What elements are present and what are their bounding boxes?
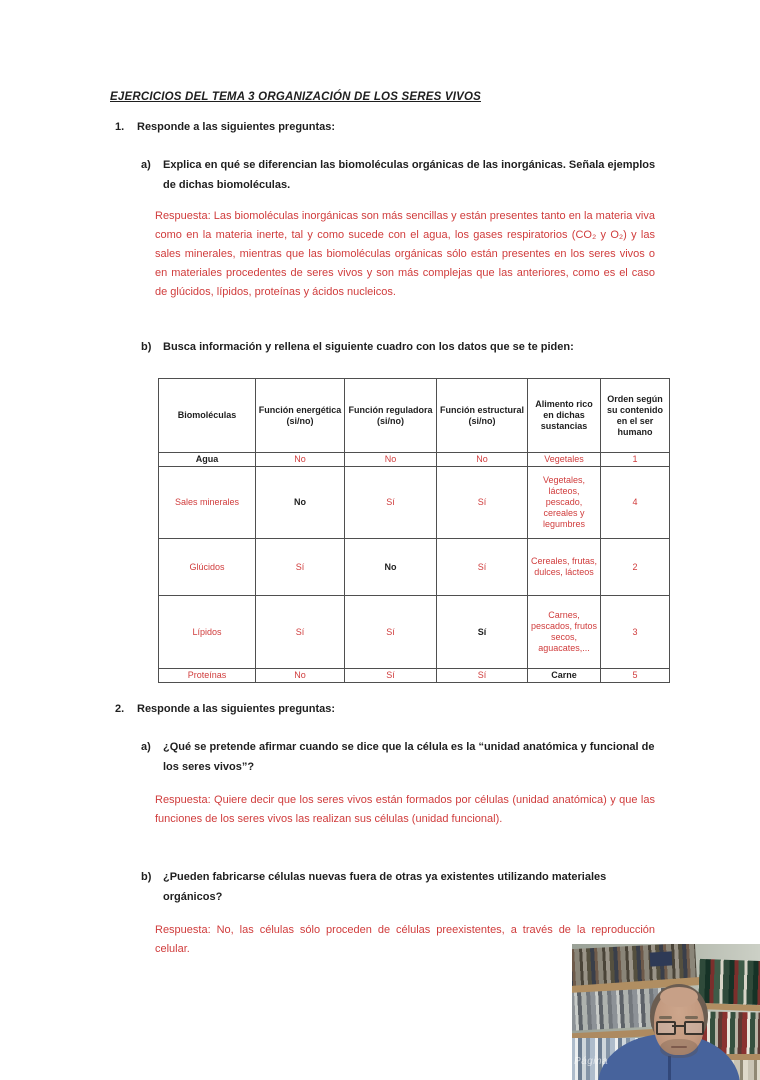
question-1b	[141, 337, 659, 357]
eyebrow	[659, 1016, 672, 1019]
cell-energetica: Sí	[256, 539, 345, 596]
table-row	[159, 596, 670, 669]
cell-estructural: Sí	[437, 539, 528, 596]
cell-reguladora: No	[345, 539, 437, 596]
bookshelf-item	[650, 951, 673, 966]
bookshelf-books	[698, 959, 760, 1005]
header-orden: Orden según su contenido en el ser humano	[601, 379, 670, 453]
cell-orden: 2	[601, 539, 670, 596]
cell-orden: 4	[601, 467, 670, 539]
glasses-lens	[656, 1021, 676, 1035]
cell-energetica: No	[256, 453, 345, 467]
header-biomoleculas: Biomoléculas	[159, 379, 256, 453]
header-alimento: Alimento rico en dichas sustancias	[528, 379, 601, 453]
question-1b-text: Busca información y rellena el siguiente cuadro con los datos que se te piden:	[163, 341, 574, 353]
question-2b-label: b)	[141, 871, 152, 883]
header-funcion-estructural: Función estructural (si/no)	[437, 379, 528, 453]
answer-2b: Respuesta: No, las células sólo proceden de células preexistentes, a través de la reproducción celular.	[155, 924, 655, 955]
cell-reguladora: No	[345, 453, 437, 467]
cell-name: Sales minerales	[159, 467, 256, 539]
table-row	[159, 467, 670, 539]
cell-name: Lípidos	[159, 596, 256, 669]
webcam-overlay[interactable]	[572, 944, 760, 1080]
question-1-number: 1.	[115, 121, 125, 133]
answer-2a: Respuesta: Quiere decir que los seres vivos están formados por células (unidad anatómica) y que las funciones de los seres vivos las realizan sus células (unidad funcional).	[155, 794, 655, 825]
question-2b	[141, 867, 659, 907]
cell-estructural: Sí	[437, 669, 528, 683]
cell-alimento: Vegetales, lácteos, pescado, cereales y legumbres	[528, 467, 601, 539]
eyebrow	[685, 1016, 698, 1019]
question-1-text: Responde a las siguientes preguntas:	[137, 121, 336, 133]
cell-orden: 3	[601, 596, 670, 669]
glasses-lens	[684, 1021, 704, 1035]
table-row	[159, 453, 670, 467]
question-1a-label: a)	[141, 159, 151, 171]
question-2a-label: a)	[141, 741, 151, 753]
person-forehead	[660, 987, 698, 1007]
cell-alimento: Carnes, pescados, frutos secos, aguacates,...	[528, 596, 601, 669]
question-2b-text: ¿Pueden fabricarse células nuevas fuera de otras ya existentes utilizando materiales orgánicos?	[163, 871, 607, 903]
cell-alimento: Carne	[528, 669, 601, 683]
cell-energetica: No	[256, 669, 345, 683]
table-header-row	[159, 379, 670, 453]
cell-reguladora: Sí	[345, 596, 437, 669]
question-1	[115, 121, 335, 133]
cell-name: Agua	[159, 453, 256, 467]
question-2-number: 2.	[115, 703, 125, 715]
cell-estructural: Sí	[437, 596, 528, 669]
person-stubble	[660, 1039, 698, 1058]
cell-reguladora: Sí	[345, 669, 437, 683]
answer-1a: Respuesta: Las biomoléculas inorgánicas son más sencillas y están presentes tanto en la materia viva como en la materia inerte, tal y como sucede con el agua, los gases respiratorios (CO₂ y O₂) y las sales minerales, mientras que las biomoléculas orgánicas sólo están presentes en los seres vivos o en materiales procedentes de seres vivos y son más complejas que las anteriores, como es el caso de glúcidos, lípidos, proteínas y ácidos nucleicos.	[155, 210, 655, 298]
cell-name: Glúcidos	[159, 539, 256, 596]
question-1a-text: Explica en qué se diferencian las biomoléculas orgánicas de las inorgánicas. Señala ejemplos de dichas biomoléculas.	[163, 159, 656, 191]
glasses-bridge	[672, 1025, 684, 1027]
table-row	[159, 669, 670, 683]
question-1a	[141, 155, 659, 195]
question-2-text: Responde a las siguientes preguntas:	[137, 703, 336, 715]
cell-energetica: Sí	[256, 596, 345, 669]
table-row	[159, 539, 670, 596]
header-funcion-energetica: Función energética (si/no)	[256, 379, 345, 453]
cell-energetica: No	[256, 467, 345, 539]
cell-alimento: Cereales, frutas, dulces, lácteos	[528, 539, 601, 596]
cell-name: Proteínas	[159, 669, 256, 683]
page-watermark: Página	[574, 1056, 609, 1067]
question-1b-label: b)	[141, 341, 152, 353]
cell-estructural: Sí	[437, 467, 528, 539]
question-2	[115, 703, 335, 715]
question-2a	[141, 737, 659, 777]
person-mouth	[671, 1046, 687, 1048]
cell-orden: 1	[601, 453, 670, 467]
header-funcion-reguladora: Función reguladora (si/no)	[345, 379, 437, 453]
hoodie-zipper	[668, 1056, 671, 1080]
page-title: EJERCICIOS DEL TEMA 3 ORGANIZACIÓN DE LOS SERES VIVOS	[110, 91, 481, 103]
biomolecules-table	[158, 378, 670, 683]
cell-alimento: Vegetales	[528, 453, 601, 467]
cell-estructural: No	[437, 453, 528, 467]
cell-reguladora: Sí	[345, 467, 437, 539]
question-2a-text: ¿Qué se pretende afirmar cuando se dice que la célula es la “unidad anatómica y funcional de los seres vivos”?	[163, 741, 655, 773]
cell-orden: 5	[601, 669, 670, 683]
